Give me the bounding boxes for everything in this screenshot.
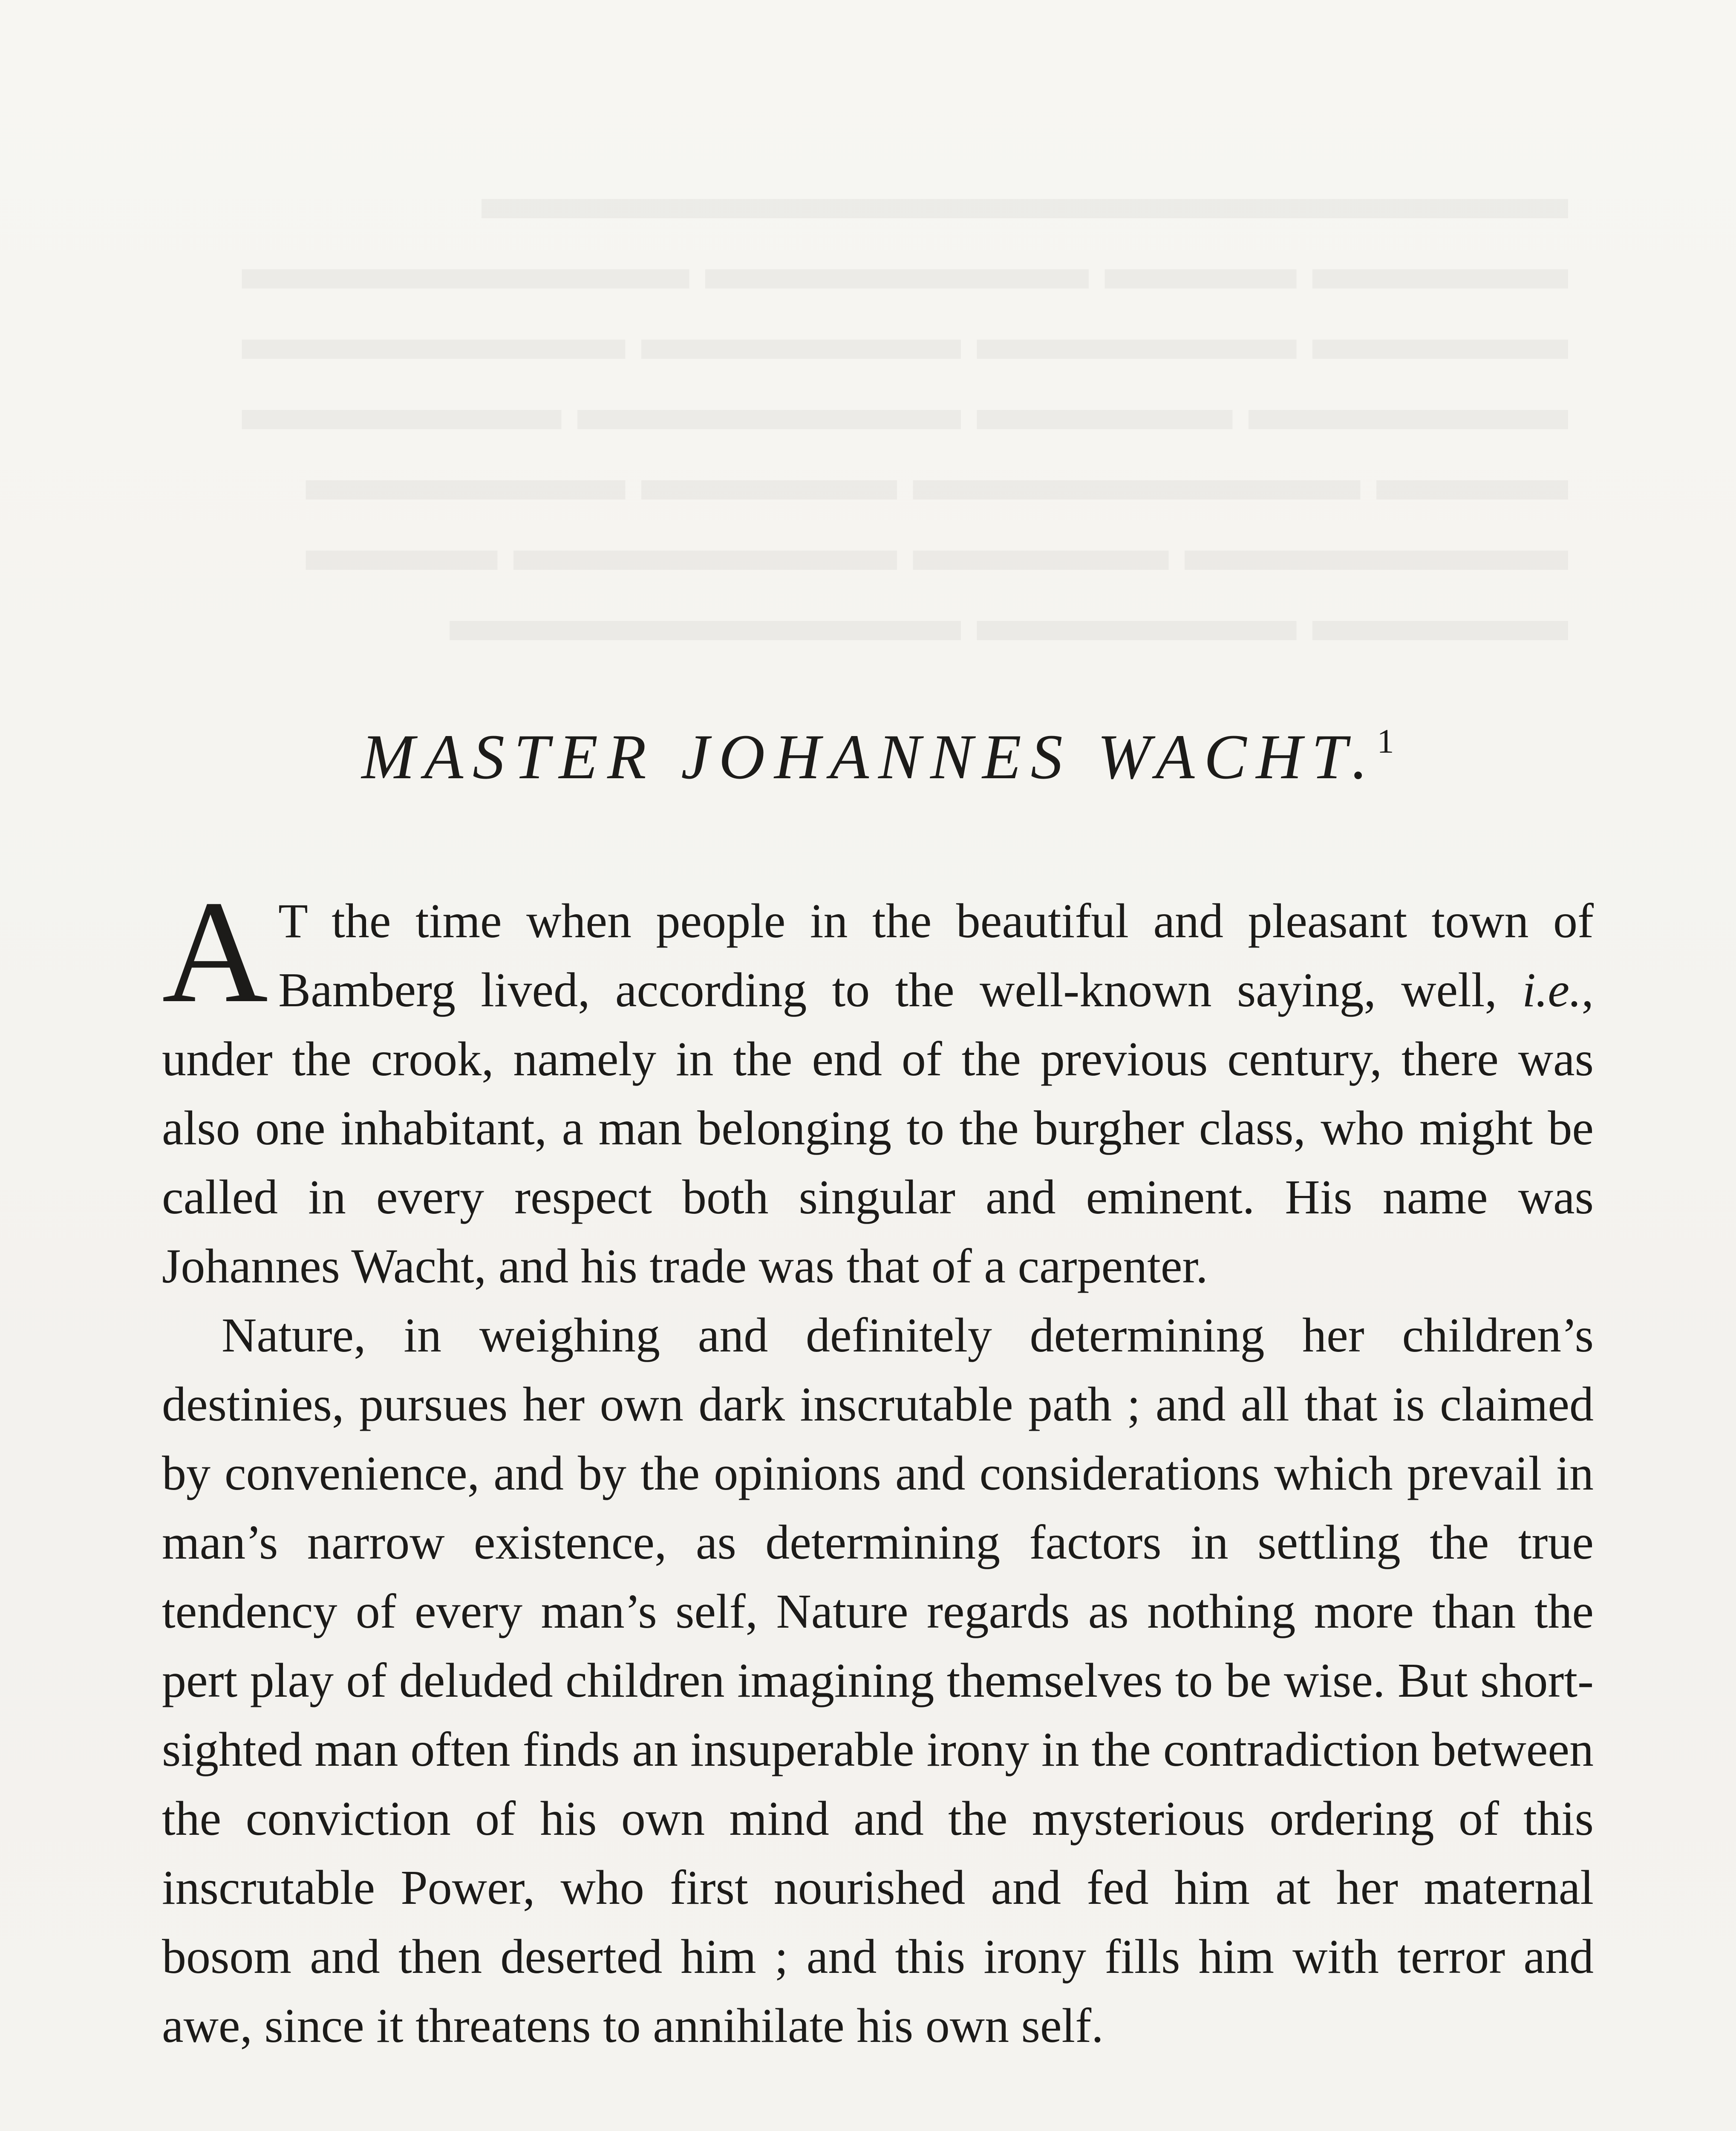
chapter-title: [162, 699, 1594, 800]
paragraph-1-text-a: AT the time when people in the beautiful and pleasant town of Bamberg lived, according to the well-known saying, well,: [162, 870, 1594, 1033]
chapter-title-text: MASTER JOHANNES WACHT.: [361, 722, 1377, 792]
body-text: [162, 870, 1594, 2060]
paragraph-1-text-b: , under the crook, namely in the end of the previous century, there was also one inhabitant, a man belonging to the burgher class, who might be called in every respect both singular and eminent. His name was Johannes Wacht, and his trade was that of a carpenter.: [162, 963, 1594, 1293]
title-footnote-mark: 1: [1377, 723, 1394, 760]
paragraph-1: [162, 870, 1594, 1301]
paragraph-1-italic: i.e.: [1522, 963, 1582, 1017]
paragraph-2: Nature, in weighing and definitely determining her children’s destinies, pursues her own dark inscrutable path ; and all that is claimed by convenience, and by the opinions and considerations which prevail in man’s narrow existence, as determining factors in settling the true tendency of every man’s self, Nature regards as nothing more than the pert play of deluded children imagining themselves to be wise. But short-sighted man often finds an insuperable irony in the contradiction between the conviction of his own mind and the mysterious ordering of this inscrutable Power, who first nourished and fed him at her maternal bosom and then deserted him ; and this irony fills him with terror and awe, since it threatens to annihilate his own self.: [162, 1308, 1594, 2053]
